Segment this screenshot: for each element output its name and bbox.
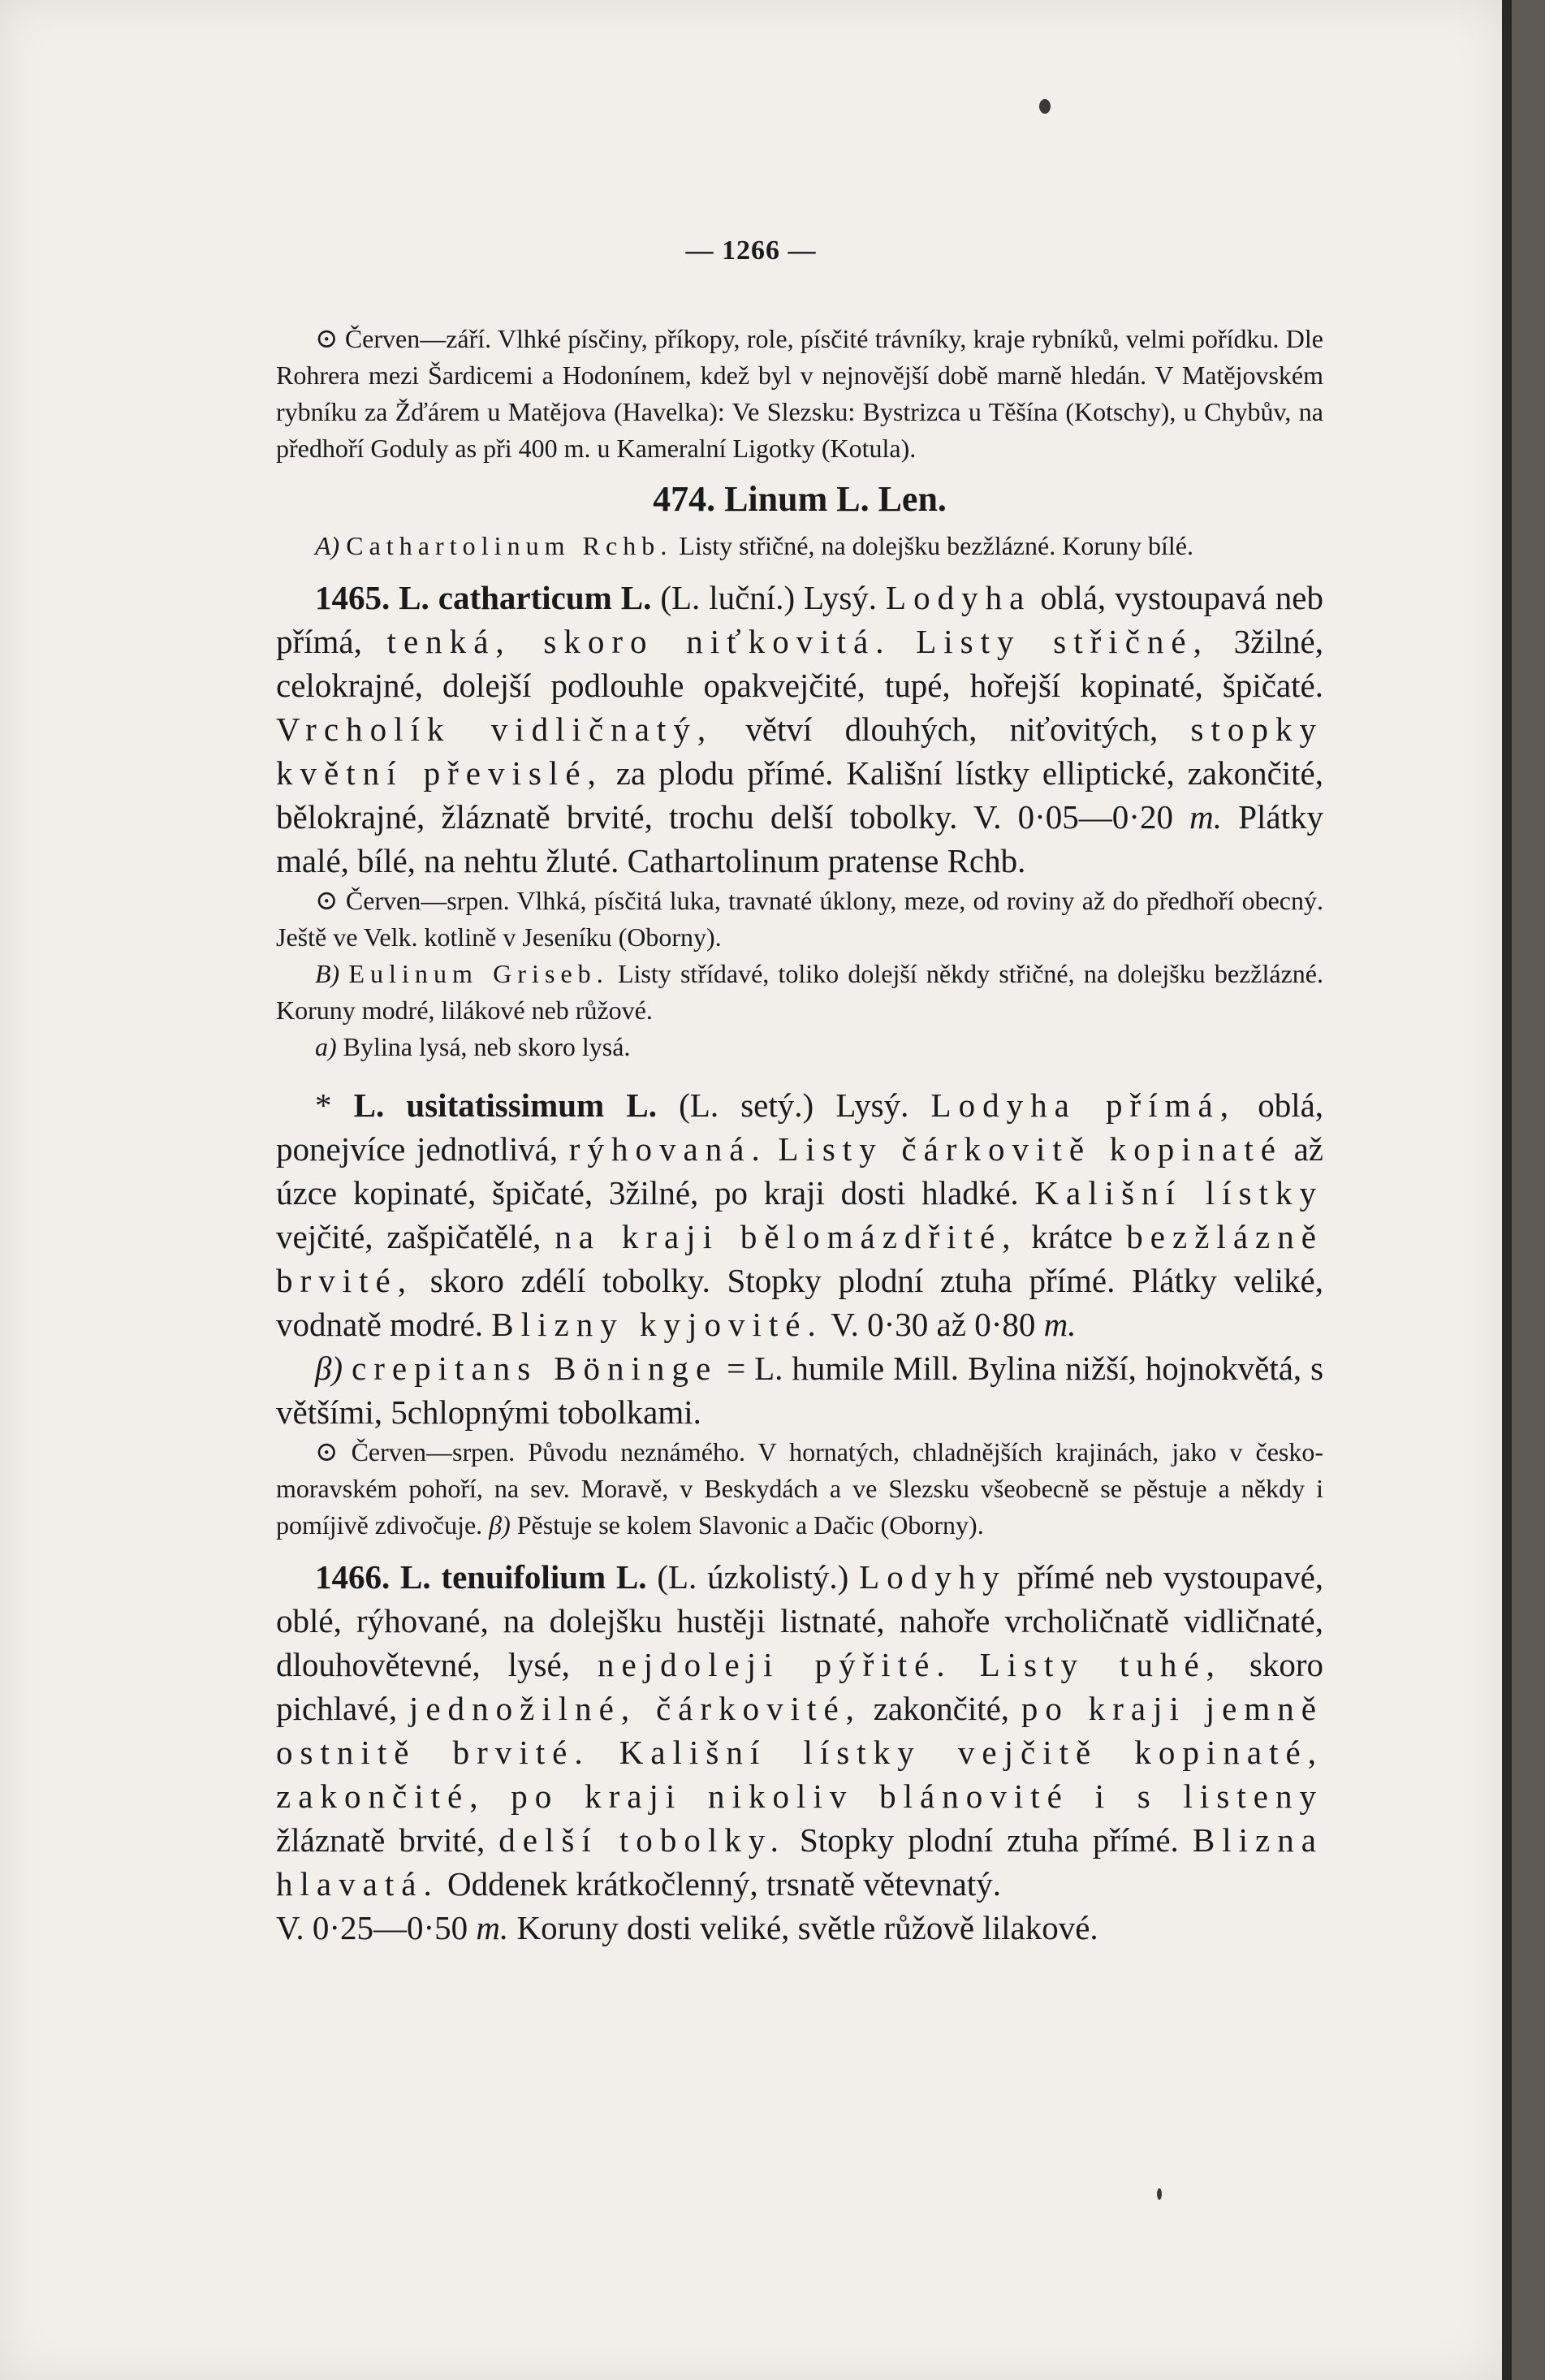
subsection-a: a) Bylina lysá, neb skoro lysá. [315, 1032, 631, 1061]
scan-background [1512, 0, 1545, 2380]
annual-symbol-icon: ⊙ [315, 324, 339, 354]
page-number: — 1266 — [685, 235, 817, 266]
distribution-text: Červen—září. Vlhké písčiny, příkopy, role, písčité trávníky, kraje rybníků, velmi pořídku. Dle Rohrera mezi Šardicemi a Hodonínem, kdež byl v nejnovější době marně hledán. V Matějovském rybníku za Žďárem u Matějova (Havelka): Ve Slezsku: Bystrizca u Těšína (Kotschy), u Chybův, na předhoří Goduly as při 400 m. u Kameralní Ligotky (Kotula). [276, 324, 1324, 463]
usitatissimum-note: ⊙ Červen—srpen. Původu neznámého. V hornatých, chladnějších krajinách, jako v česko-moravském pohoří, na sev. Moravě, v Beskydách a ve Slezsku všeobecně se pěstuje a někdy i pomíjivě zdivočuje. β) Pěstuje se kolem Slavonic a Dačic (Oborny). [276, 1437, 1323, 1540]
variety-crepitans: β) crepitans Böninge = L. humile Mill. Bylina nižší, hojnokvětá, s většími, 5chlopnými tobolkami. [276, 1350, 1324, 1431]
page-content [276, 321, 1323, 1950]
ink-speck [1157, 2188, 1162, 2200]
annual-symbol-icon: ⊙ [315, 1437, 339, 1467]
species-1465-note: ⊙ Červen—srpen. Vlhká, písčitá luka, travnaté úklony, meze, od roviny až do předhoří obecný. Ještě ve Velk. kotlině v Jeseníku (Oborny). [276, 886, 1324, 952]
ink-speck [1039, 99, 1051, 114]
section-a: A) Cathartolinum Rchb. Listy střičné, na dolejšku bezžlázné. Koruny bílé. [315, 531, 1193, 560]
species-usitatissimum: * L. usitatissimum L. (L. setý.) Lysý. Lodyha přímá, oblá, ponejvíce jednotlivá, rýhovaná. Listy čárkovitě kopinaté až úzce kopinaté, špičaté, 3žilné, po kraji dosti hladké. Kališní lístky vejčité, zašpičatělé, na kraji bělomázdřité, krátce bezžlázně brvité, skoro zdélí tobolky. Stopky plodní ztuha přímé. Plátky veliké, vodnatě modré. Blizny kyjovité. V. 0·30 až 0·80 m. [276, 1086, 1324, 1343]
genus-heading: 474. Linum L. Len. [653, 479, 947, 519]
species-1466: 1466. L. tenuifolium L. (L. úzkolistý.) Lodyhy přímé neb vystoupavé, oblé, rýhované, na dolejšku hustěji listnaté, nahoře vrcholičnatě vidličnaté, dlouhovětevné, lysé, nejdoleji pýřité. Listy tuhé, skoro pichlavé, jednožilné, čárkovité, zakončité, po kraji jemně ostnitě brvité. Kališní lístky vejčitě kopinaté, zakončité, po kraji nikoliv blánovité i s listeny žláznatě brvité, delší tobolky. Stopky plodní ztuha přímé. Blizna hlavatá. Oddenek krátkočlenný, trsnatě větevnatý. V. 0·25—0·50 m. Koruny dosti veliké, světle růžově lilakové. [276, 1558, 1324, 1946]
paragraph-distribution [276, 321, 1323, 467]
section-b: B) Eulinum Griseb. Listy střídavé, toliko dolejší někdy střičné, na dolejšku bezžlázné. Koruny modré, lilákové neb růžové. [276, 959, 1324, 1025]
species-1465: 1465. L. catharticum L. (L. luční.) Lysý. Lodyha oblá, vystoupavá neb přímá, tenká, skoro niťkovitá. Listy střičné, 3žilné, celokrajné, dolejší podlouhle opakvejčité, tupé, hořejší kopinaté, špičaté. Vrcholík vidličnatý, větví dlouhých, niťovitých, stopky květní převislé, za plodu přímé. Kališní lístky elliptické, zakončité, bělokrajné, žláznatě brvité, trochu delší tobolky. V. 0·05—0·20 m. Plátky malé, bílé, na nehtu žluté. Cathartolinum pratense Rchb. [276, 579, 1324, 879]
annual-symbol-icon: ⊙ [315, 886, 339, 916]
page-edge-shadow [1502, 0, 1512, 2380]
